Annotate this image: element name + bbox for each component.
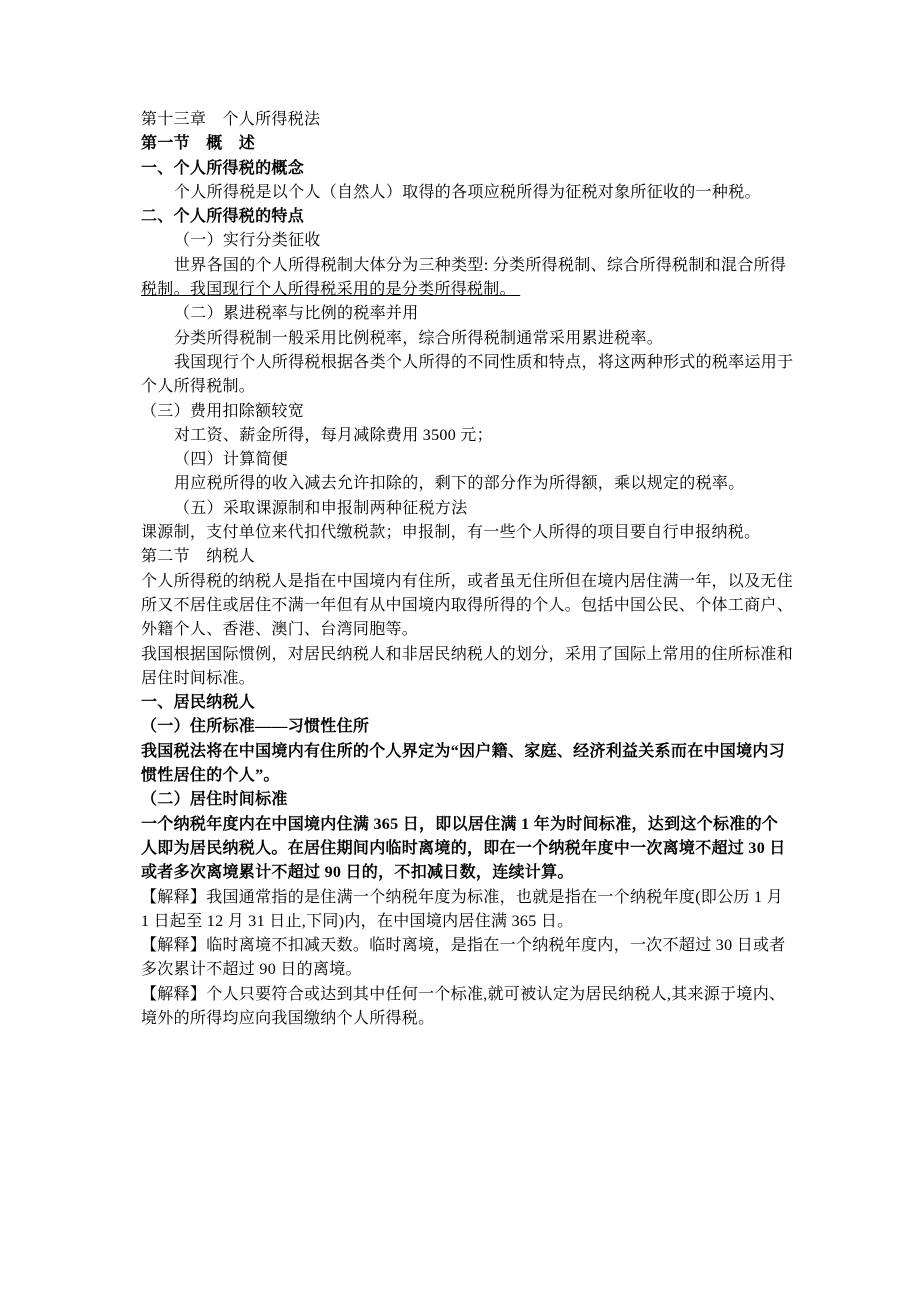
- text-line: 【解释】我国通常指的是住满一个纳税年度为标准，也就是指在一个纳税年度(即公历 1 月: [141, 888, 783, 906]
- text-line: 境外的所得均应向我国缴纳个人所得税。: [141, 1009, 435, 1027]
- text-line: 第二节 纳税人: [141, 548, 256, 566]
- text-line: （五）采取课源制和申报制两种征税方法: [174, 499, 468, 517]
- text-line: 对工资、薪金所得，每月减除费用 3500 元；: [174, 426, 493, 444]
- text-line: 第十三章 个人所得税法: [141, 111, 321, 128]
- text-line: 一、个人所得税的概念: [141, 159, 305, 177]
- text-line: 个人所得税是以个人（自然人）取得的各项应税所得为征税对象所征收的一种税。: [174, 183, 761, 201]
- text-line: 惯性居住的个人”。: [141, 767, 280, 785]
- text-line: 一、居民纳税人: [141, 694, 256, 712]
- text-line: 第一节 概 述: [141, 135, 256, 153]
- text-line: 我国现行个人所得税根据各类个人所得的不同性质和特点，将这两种形式的税率运用于: [174, 353, 794, 371]
- text-line: 居住时间标准。: [141, 669, 256, 687]
- text-line: 个人所得税的纳税人是指在中国境内有住所，或者虽无住所但在境内居住满一年，以及无住: [141, 572, 794, 590]
- document-content: [141, 108, 809, 1031]
- text-line: 一个纳税年度内在中国境内住满 365 日，即以居住满 1 年为时间标准，达到这个标准的个: [141, 815, 779, 833]
- text-line: 1 日起至 12 月 31 日止,下同)内，在中国境内居住满 365 日。: [141, 912, 574, 930]
- text-line: （四）计算简便: [174, 451, 289, 469]
- text-line: 二、个人所得税的特点: [141, 208, 305, 226]
- text-line: 【解释】临时离境不扣减天数。临时离境，是指在一个纳税年度内，一次不超过 30 日或者: [141, 937, 786, 955]
- text-line: 课源制，支付单位来代扣代缴税款；申报制，有一些个人所得的项目要自行申报纳税。: [141, 524, 761, 542]
- text-line: 外籍个人、香港、澳门、台湾同胞等。: [141, 621, 419, 639]
- text-line: 税制。我国现行个人所得税采用的是分类所得税制。: [141, 281, 521, 299]
- text-line: 我国税法将在中国境内有住所的个人界定为“因户籍、家庭、经济利益关系而在中国境内习: [141, 742, 786, 760]
- text-line: （一）住所标准——习惯性住所: [141, 718, 370, 736]
- text-line: 【解释】个人只要符合或达到其中任何一个标准,就可被认定为居民纳税人,其来源于境内、: [141, 985, 786, 1003]
- text-line: 世界各国的个人所得税制大体分为三种类型: 分类所得税制、综合所得税制和混合所得: [174, 256, 787, 274]
- text-line: 或者多次离境累计不超过 90 日的，不扣减日数，连续计算。: [141, 864, 574, 882]
- text-line: 我国根据国际惯例，对居民纳税人和非居民纳税人的划分，采用了国际上常用的住所标准和: [141, 645, 794, 663]
- text-line: （二）累进税率与比例的税率并用: [174, 305, 419, 323]
- text-line: 多次累计不超过 90 日的离境。: [141, 961, 362, 979]
- text-line: 个人所得税制。: [141, 378, 256, 396]
- text-line: （一）实行分类征收: [174, 232, 321, 250]
- text-line: 用应税所得的收入减去允许扣除的，剩下的部分作为所得额，乘以规定的税率。: [174, 475, 745, 493]
- text-line: （三）费用扣除额较宽: [141, 402, 305, 420]
- text-line: （二）居住时间标准: [141, 791, 288, 809]
- text-line: 所又不居住或居住不满一年但有从中国境内取得所得的个人。包括中国公民、个体工商户、: [141, 596, 794, 614]
- text-line: 分类所得税制一般采用比例税率，综合所得税制通常采用累进税率。: [174, 329, 664, 347]
- text-line: 人即为居民纳税人。在居住期间内临时离境的，即在一个纳税年度中一次离境不超过 30 日: [141, 839, 786, 857]
